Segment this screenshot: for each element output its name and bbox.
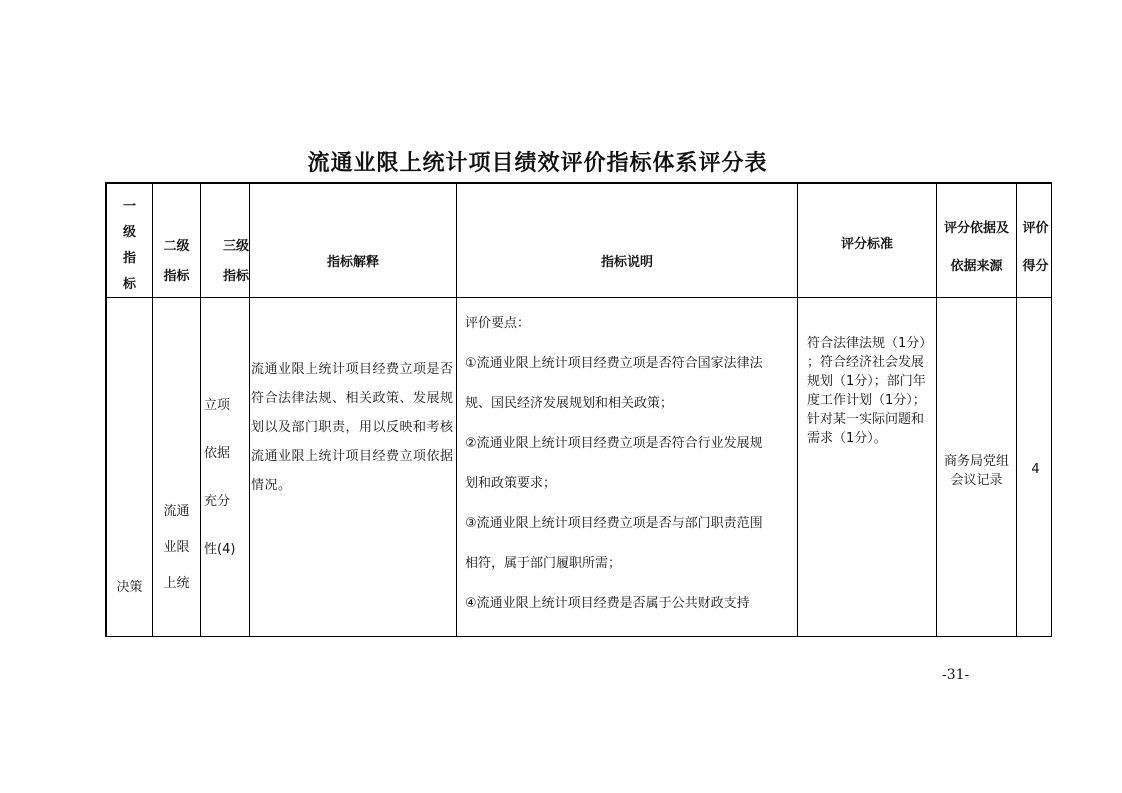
level1-indicator: 决策 — [116, 580, 143, 595]
header-criteria: 评分标准 — [840, 237, 893, 252]
indicator-explanation: 流通业限上统计项目经费立项是否符合法律法规、相关政策、发展规划以及部门职责，用以反映和考核流通业限上统计项目经费立项依据情况。 — [251, 362, 454, 493]
level2-indicator: 流通 业限 上统 — [163, 504, 190, 591]
header-level1: 一 级 指 标 — [122, 199, 136, 292]
header-level3: 三级 指标 — [222, 239, 249, 284]
indicator-description: 评价要点： ①流通业限上统计项目经费立项是否符合国家法律法 规、国民经济发展规划和相关政策； ②流通业限上统计项目经费立项是否符合行业发展规 划和政策要求； ③流通业限上统计项目经费立项是否与部门职责范围 相符，属于部门履职所需； ④流通业限上统计项目经费是否属于公共财政支持 — [465, 316, 763, 611]
header-description: 指标说明 — [600, 255, 653, 270]
header-level2: 二级 指标 — [163, 239, 190, 284]
header-explanation: 指标解释 — [326, 255, 379, 270]
page-number: -31- — [942, 667, 970, 683]
document-title: 流通业限上统计项目绩效评价指标体系评分表 — [307, 150, 768, 176]
evaluation-score: 4 — [1031, 462, 1040, 477]
header-basis: 评分依据及 依据来源 — [943, 221, 1009, 274]
scoring-criteria: 符合法律法规（1分） ；符合经济社会发展 规划（1分）；部门年 度工作计划（1分）； 针对某一实际问题和 需求（1分）。 — [807, 336, 933, 446]
header-score: 评价 得分 — [1022, 221, 1049, 274]
scoring-basis: 商务局党组 会议记录 — [943, 454, 1009, 488]
scoring-table — [105, 182, 1052, 637]
level3-indicator: 立项 依据 充分 性(4) — [204, 398, 236, 557]
